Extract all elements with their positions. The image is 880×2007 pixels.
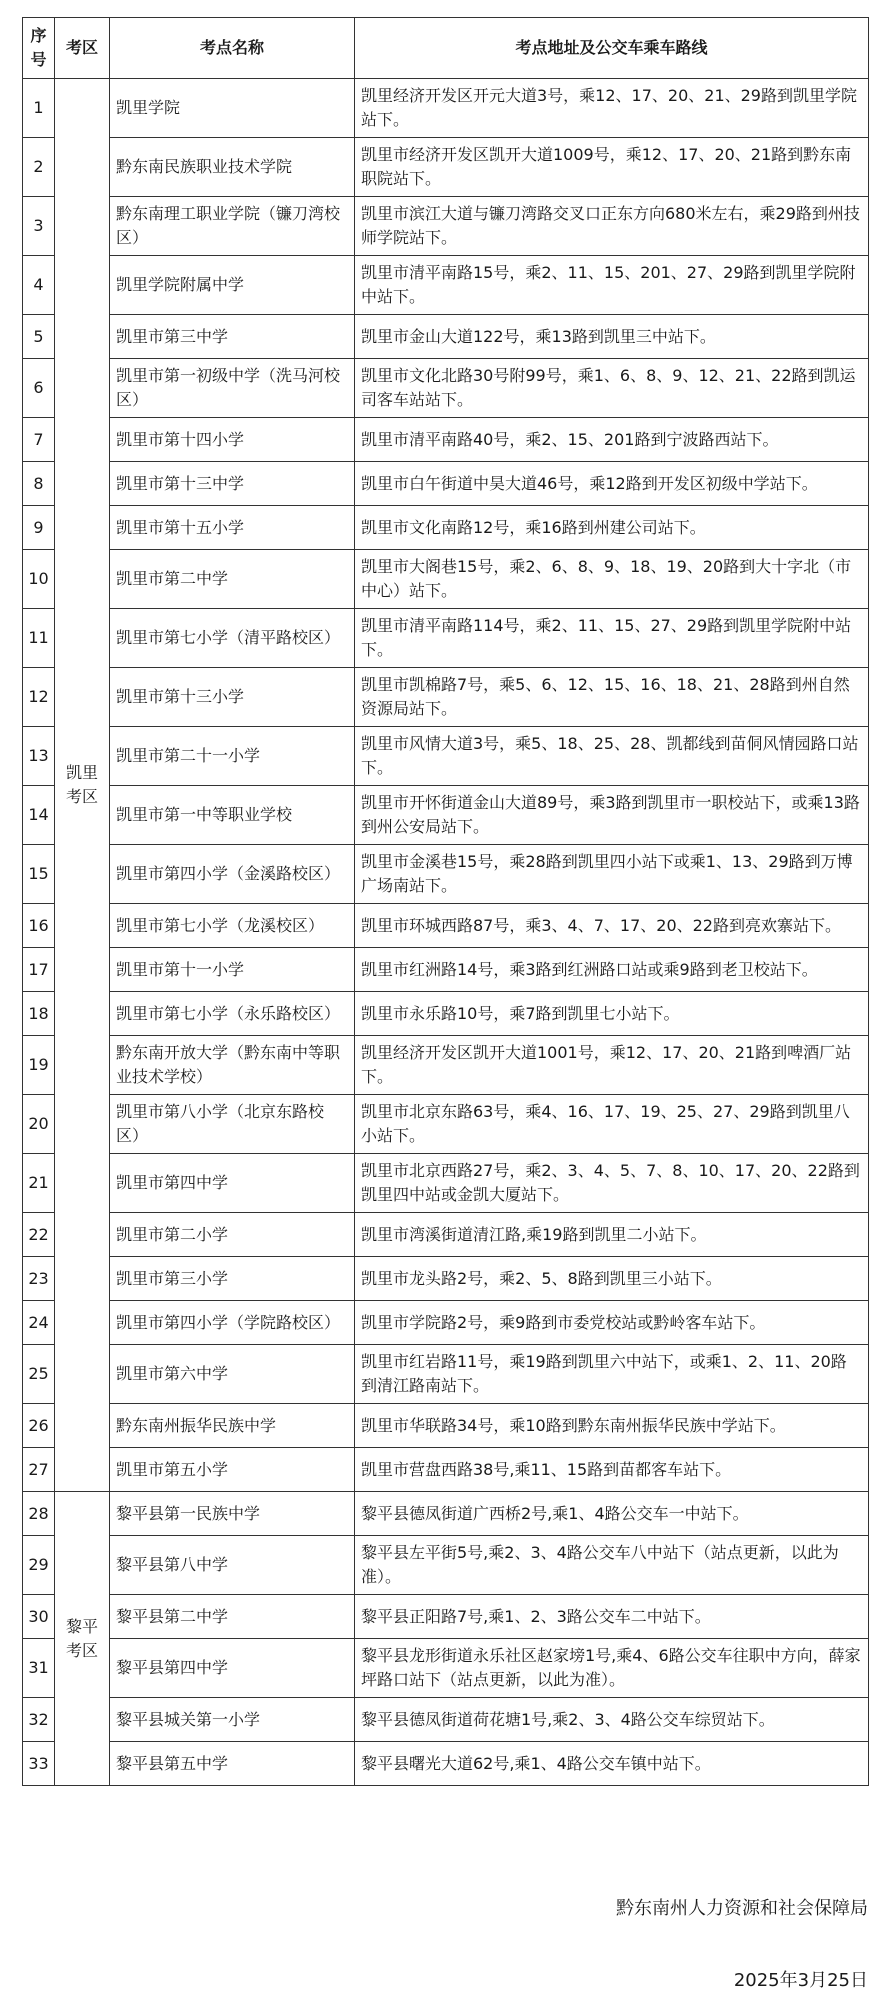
- exam-site-address: 黎平县左平街5号,乘2、3、4路公交车八中站下（站点更新，以此为准）。: [355, 1536, 869, 1595]
- exam-site-address: 凯里市湾溪街道清江路,乘19路到凯里二小站下。: [355, 1213, 869, 1257]
- row-seq: 5: [23, 315, 55, 359]
- exam-site-address: 凯里市金山大道122号，乘13路到凯里三中站下。: [355, 315, 869, 359]
- row-seq: 26: [23, 1404, 55, 1448]
- table-row: [23, 1257, 869, 1301]
- exam-site-address: 黎平县龙形街道永乐社区赵家塝1号,乘4、6路公交车往职中方向，薛家坪路口站下（站点更新，以此为准）。: [355, 1639, 869, 1698]
- exam-site-address: 黎平县正阳路7号,乘1、2、3路公交车二中站下。: [355, 1595, 869, 1639]
- table-row: [23, 1301, 869, 1345]
- header-row: [23, 18, 869, 79]
- exam-site-name: 黔东南开放大学（黔东南中等职业技术学校）: [110, 1036, 355, 1095]
- table-row: [23, 1639, 869, 1698]
- table-row: [23, 1595, 869, 1639]
- row-seq: 23: [23, 1257, 55, 1301]
- exam-site-name: 凯里市第十一小学: [110, 948, 355, 992]
- row-seq: 25: [23, 1345, 55, 1404]
- row-seq: 9: [23, 506, 55, 550]
- table-row: [23, 948, 869, 992]
- exam-site-address: 凯里市凯棉路7号，乘5、6、12、15、16、18、21、28路到州自然资源局站下。: [355, 668, 869, 727]
- exam-site-address: 凯里市风情大道3号，乘5、18、25、28、凯都线到苗侗风情园路口站下。: [355, 727, 869, 786]
- exam-site-name: 凯里市第一初级中学（洗马河校区）: [110, 359, 355, 418]
- row-seq: 1: [23, 79, 55, 138]
- exam-site-address: 凯里市环城西路87号，乘3、4、7、17、20、22路到亮欢寨站下。: [355, 904, 869, 948]
- exam-site-address: 凯里市滨江大道与镰刀湾路交叉口正东方向680米左右，乘29路到州技师学院站下。: [355, 197, 869, 256]
- table-row: [23, 845, 869, 904]
- exam-site-name: 凯里市第二中学: [110, 550, 355, 609]
- exam-site-address: 凯里市文化北路30号附99号，乘1、6、8、9、12、21、22路到凯运司客车站站下。: [355, 359, 869, 418]
- exam-site-address: 凯里市北京东路63号，乘4、16、17、19、25、27、29路到凯里八小站下。: [355, 1095, 869, 1154]
- table-row: [23, 904, 869, 948]
- exam-site-address: 凯里市红岩路11号，乘19路到凯里六中站下，或乘1、2、11、20路到清江路南站下。: [355, 1345, 869, 1404]
- exam-site-name: 凯里市第四中学: [110, 1154, 355, 1213]
- row-seq: 3: [23, 197, 55, 256]
- table-row: [23, 1698, 869, 1742]
- row-seq: 8: [23, 462, 55, 506]
- table-row: [23, 418, 869, 462]
- exam-site-name: 凯里市第十三中学: [110, 462, 355, 506]
- exam-area-cell: 凯里考区: [55, 79, 110, 1492]
- exam-site-address: 凯里市大阁巷15号，乘2、6、8、9、18、19、20路到大十字北（市中心）站下。: [355, 550, 869, 609]
- row-seq: 28: [23, 1492, 55, 1536]
- exam-site-address: 凯里市营盘西路38号,乘11、15路到苗都客车站下。: [355, 1448, 869, 1492]
- exam-site-address: 凯里市白午街道中昊大道46号，乘12路到开发区初级中学站下。: [355, 462, 869, 506]
- exam-site-address: 黎平县曙光大道62号,乘1、4路公交车镇中站下。: [355, 1742, 869, 1786]
- table-row: [23, 1404, 869, 1448]
- exam-site-name: 凯里市第四小学（金溪路校区）: [110, 845, 355, 904]
- exam-site-name: 凯里市第二十一小学: [110, 727, 355, 786]
- exam-site-name: 凯里市第六中学: [110, 1345, 355, 1404]
- exam-site-address: 凯里经济开发区开元大道3号，乘12、17、20、21、29路到凯里学院站下。: [355, 79, 869, 138]
- exam-site-address: 凯里市清平南路40号，乘2、15、201路到宁波路西站下。: [355, 418, 869, 462]
- table-row: [23, 359, 869, 418]
- exam-site-address: 黎平县德凤街道广西桥2号,乘1、4路公交车一中站下。: [355, 1492, 869, 1536]
- row-seq: 16: [23, 904, 55, 948]
- issue-date: 2025年3月25日: [733, 1970, 868, 1991]
- exam-site-name: 凯里市第四小学（学院路校区）: [110, 1301, 355, 1345]
- table-row: [23, 138, 869, 197]
- table-row: [23, 668, 869, 727]
- table-header: [23, 18, 869, 79]
- table-row: [23, 79, 869, 138]
- exam-site-name: 凯里市第十三小学: [110, 668, 355, 727]
- table-row: [23, 315, 869, 359]
- table-row: [23, 256, 869, 315]
- row-seq: 14: [23, 786, 55, 845]
- row-seq: 31: [23, 1639, 55, 1698]
- exam-site-name: 凯里市第十五小学: [110, 506, 355, 550]
- row-seq: 7: [23, 418, 55, 462]
- exam-site-address: 黎平县德凤街道荷花塘1号,乘2、3、4路公交车综贸站下。: [355, 1698, 869, 1742]
- row-seq: 4: [23, 256, 55, 315]
- header-area: 考区: [55, 18, 110, 79]
- header-seq: 序号: [23, 18, 55, 79]
- exam-site-address: 凯里市永乐路10号，乘7路到凯里七小站下。: [355, 992, 869, 1036]
- exam-site-name: 黎平县第八中学: [110, 1536, 355, 1595]
- exam-site-address: 凯里市学院路2号，乘9路到市委党校站或黔岭客车站下。: [355, 1301, 869, 1345]
- exam-site-name: 黔东南州振华民族中学: [110, 1404, 355, 1448]
- row-seq: 15: [23, 845, 55, 904]
- table-row: [23, 506, 869, 550]
- table-row: [23, 1448, 869, 1492]
- exam-site-name: 凯里学院附属中学: [110, 256, 355, 315]
- table-row: [23, 727, 869, 786]
- exam-site-name: 凯里市第二小学: [110, 1213, 355, 1257]
- row-seq: 10: [23, 550, 55, 609]
- exam-site-name: 凯里学院: [110, 79, 355, 138]
- exam-site-name: 凯里市第七小学（龙溪校区）: [110, 904, 355, 948]
- table-row: [23, 1536, 869, 1595]
- exam-site-name: 黔东南民族职业技术学院: [110, 138, 355, 197]
- exam-site-address: 凯里市清平南路15号，乘2、11、15、201、27、29路到凯里学院附中站下。: [355, 256, 869, 315]
- exam-site-name: 凯里市第五小学: [110, 1448, 355, 1492]
- table-row: [23, 1345, 869, 1404]
- exam-site-address: 凯里市华联路34号，乘10路到黔东南州振华民族中学站下。: [355, 1404, 869, 1448]
- table-row: [23, 1095, 869, 1154]
- exam-site-name: 黎平县第四中学: [110, 1639, 355, 1698]
- table-row: [23, 462, 869, 506]
- exam-site-name: 凯里市第七小学（清平路校区）: [110, 609, 355, 668]
- exam-site-address: 凯里市红洲路14号，乘3路到红洲路口站或乘9路到老卫校站下。: [355, 948, 869, 992]
- exam-site-address: 凯里市开怀街道金山大道89号，乘3路到凯里市一职校站下，或乘13路到州公安局站下。: [355, 786, 869, 845]
- row-seq: 13: [23, 727, 55, 786]
- row-seq: 32: [23, 1698, 55, 1742]
- issuing-organization: 黔东南州人力资源和社会保障局: [616, 1898, 868, 1919]
- row-seq: 22: [23, 1213, 55, 1257]
- header-name: 考点名称: [110, 18, 355, 79]
- row-seq: 6: [23, 359, 55, 418]
- table-row: [23, 1742, 869, 1786]
- row-seq: 19: [23, 1036, 55, 1095]
- exam-site-name: 凯里市第八小学（北京东路校区）: [110, 1095, 355, 1154]
- row-seq: 33: [23, 1742, 55, 1786]
- table-row: [23, 992, 869, 1036]
- row-seq: 11: [23, 609, 55, 668]
- table-row: [23, 550, 869, 609]
- exam-site-name: 黎平县第二中学: [110, 1595, 355, 1639]
- exam-site-name: 黔东南理工职业学院（镰刀湾校区）: [110, 197, 355, 256]
- table-row: [23, 1154, 869, 1213]
- table-row: [23, 1036, 869, 1095]
- table-body: [23, 79, 869, 1786]
- exam-site-address: 凯里市金溪巷15号，乘28路到凯里四小站下或乘1、13、29路到万博广场南站下。: [355, 845, 869, 904]
- exam-site-name: 黎平县第五中学: [110, 1742, 355, 1786]
- exam-site-address: 凯里市清平南路114号，乘2、11、15、27、29路到凯里学院附中站下。: [355, 609, 869, 668]
- row-seq: 12: [23, 668, 55, 727]
- exam-site-name: 黎平县第一民族中学: [110, 1492, 355, 1536]
- exam-site-name: 凯里市第十四小学: [110, 418, 355, 462]
- row-seq: 2: [23, 138, 55, 197]
- exam-site-name: 凯里市第一中等职业学校: [110, 786, 355, 845]
- row-seq: 18: [23, 992, 55, 1036]
- exam-site-table: [22, 17, 869, 1786]
- table-row: [23, 786, 869, 845]
- table-row: [23, 1492, 869, 1536]
- row-seq: 20: [23, 1095, 55, 1154]
- exam-site-name: 凯里市第三中学: [110, 315, 355, 359]
- row-seq: 17: [23, 948, 55, 992]
- table-row: [23, 609, 869, 668]
- exam-site-address: 凯里市龙头路2号，乘2、5、8路到凯里三小站下。: [355, 1257, 869, 1301]
- table-row: [23, 197, 869, 256]
- row-seq: 30: [23, 1595, 55, 1639]
- exam-site-address: 凯里市北京西路27号，乘2、3、4、5、7、8、10、17、20、22路到凯里四中站或金凯大厦站下。: [355, 1154, 869, 1213]
- header-address: 考点地址及公交车乘车路线: [355, 18, 869, 79]
- exam-site-address: 凯里市文化南路12号，乘16路到州建公司站下。: [355, 506, 869, 550]
- exam-site-name: 凯里市第七小学（永乐路校区）: [110, 992, 355, 1036]
- row-seq: 29: [23, 1536, 55, 1595]
- exam-site-address: 凯里市经济开发区凯开大道1009号，乘12、17、20、21路到黔东南职院站下。: [355, 138, 869, 197]
- exam-site-name: 凯里市第三小学: [110, 1257, 355, 1301]
- row-seq: 27: [23, 1448, 55, 1492]
- row-seq: 24: [23, 1301, 55, 1345]
- exam-site-name: 黎平县城关第一小学: [110, 1698, 355, 1742]
- row-seq: 21: [23, 1154, 55, 1213]
- table-row: [23, 1213, 869, 1257]
- exam-site-address: 凯里经济开发区凯开大道1001号，乘12、17、20、21路到啤酒厂站下。: [355, 1036, 869, 1095]
- exam-area-cell: 黎平考区: [55, 1492, 110, 1786]
